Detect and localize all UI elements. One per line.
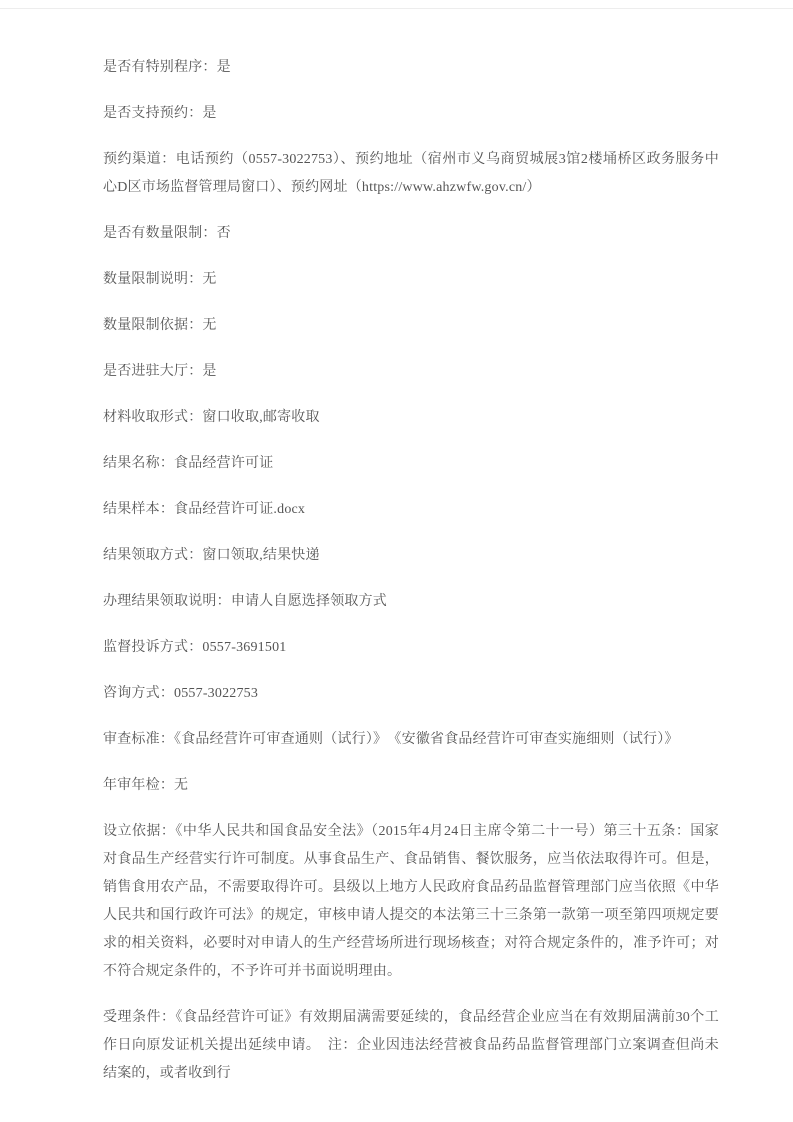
field-label: 是否有特别程序 (103, 60, 203, 75)
field-separator: ： (188, 272, 203, 287)
field-paragraph (103, 220, 719, 248)
field-paragraph (103, 680, 719, 708)
field-label: 咨询方式 (103, 686, 160, 701)
field-separator: ： (159, 732, 175, 747)
field-label: 审查标准 (103, 732, 160, 747)
field-separator: ： (188, 640, 203, 655)
field-value: 申请人自愿选择领取方式 (230, 594, 388, 609)
field-paragraph (103, 588, 719, 616)
field-paragraph (103, 404, 719, 432)
field-paragraph (103, 772, 719, 800)
field-value: 食品经营许可证 (174, 456, 274, 471)
field-value: 是 (202, 364, 217, 379)
field-value: 电话预约（0557-3022753）、预约地址（宿州市义乌商贸城展3馆2楼埇桥区政务服务中心D区市场监督管理局窗口）、预约网址（https://www.ahzwfw.gov.cn/） (103, 152, 719, 195)
field-label: 是否有数量限制 (103, 226, 203, 241)
field-separator: ： (159, 456, 175, 471)
field-paragraph (103, 818, 719, 986)
field-value: 食品经营许可证.docx (174, 502, 306, 517)
field-separator: ： (159, 686, 175, 701)
field-separator: ： (202, 60, 217, 75)
field-value: 无 (174, 778, 189, 793)
field-value: 否 (216, 226, 231, 241)
field-separator: ： (216, 594, 231, 609)
field-paragraph (103, 146, 719, 202)
field-label: 预约渠道 (103, 152, 162, 167)
field-value: 是 (216, 60, 231, 75)
field-label: 数量限制说明 (103, 272, 189, 287)
field-value: 窗口领取,结果快递 (202, 548, 320, 563)
field-label: 是否进驻大厅 (103, 364, 189, 379)
field-separator: ： (188, 364, 203, 379)
field-label: 办理结果领取说明 (103, 594, 217, 609)
field-label: 受理条件 (103, 1010, 161, 1025)
field-separator: ： (188, 318, 203, 333)
field-paragraph (103, 312, 719, 340)
field-paragraph (103, 54, 719, 82)
field-value: 无 (202, 318, 217, 333)
field-value: 0557-3691501 (202, 640, 287, 655)
field-label: 结果样本 (103, 502, 160, 517)
field-separator: ： (202, 226, 217, 241)
field-paragraph (103, 726, 719, 754)
field-separator: ： (159, 502, 175, 517)
field-value: 《食品经营许可证》有效期届满需要延续的，食品经营企业应当在有效期届满前30个工作日向原发证机关提出延续申请。 注：企业因违法经营被食品药品监督管理部门立案调查但尚未结案的，或者收到行 (103, 1010, 719, 1081)
field-label: 设立依据 (103, 824, 161, 839)
field-label: 结果名称 (103, 456, 160, 471)
field-paragraph (103, 450, 719, 478)
field-value: 《中华人民共和国食品安全法》（2015年4月24日主席令第二十一号）第三十五条：国家对食品生产经营实行许可制度。从事食品生产、食品销售、餐饮服务，应当依法取得许可。但是，销售食用农产品，不需要取得许可。县级以上地方人民政府食品药品监督管理部门应当依照《中华人民共和国行政许可法》的规定，审核申请人提交的本法第三十三条第一款第一项至第四项规定要求的相关资料，必要时对申请人的生产经营场所进行现场核查；对符合规定条件的，准予许可；对不符合规定条件的，不予许可并书面说明理由。 (103, 824, 719, 979)
field-label: 数量限制依据 (103, 318, 189, 333)
field-paragraph (103, 1004, 719, 1088)
field-label: 结果领取方式 (103, 548, 189, 563)
field-separator: ： (188, 548, 203, 563)
field-label: 年审年检 (103, 778, 160, 793)
field-separator: ： (161, 152, 176, 167)
field-list (103, 54, 719, 1106)
field-value: 窗口收取,邮寄收取 (202, 410, 320, 425)
field-separator: ： (159, 778, 175, 793)
field-value: 是 (202, 106, 217, 121)
field-label: 材料收取形式 (103, 410, 189, 425)
field-value: 《食品经营许可审查通则（试行）》 《安徽省食品经营许可审查实施细则（试行）》 (174, 732, 679, 747)
field-value: 0557-3022753 (174, 686, 259, 701)
field-paragraph (103, 542, 719, 570)
field-separator: ： (188, 410, 203, 425)
field-separator: ： (160, 824, 176, 839)
page-top-divider (0, 8, 793, 9)
field-paragraph (103, 634, 719, 662)
field-paragraph (103, 100, 719, 128)
field-label: 监督投诉方式 (103, 640, 189, 655)
field-paragraph (103, 266, 719, 294)
field-value: 无 (202, 272, 217, 287)
field-paragraph (103, 358, 719, 386)
field-paragraph (103, 496, 719, 524)
field-separator: ： (160, 1010, 176, 1025)
field-label: 是否支持预约 (103, 106, 189, 121)
field-separator: ： (188, 106, 203, 121)
